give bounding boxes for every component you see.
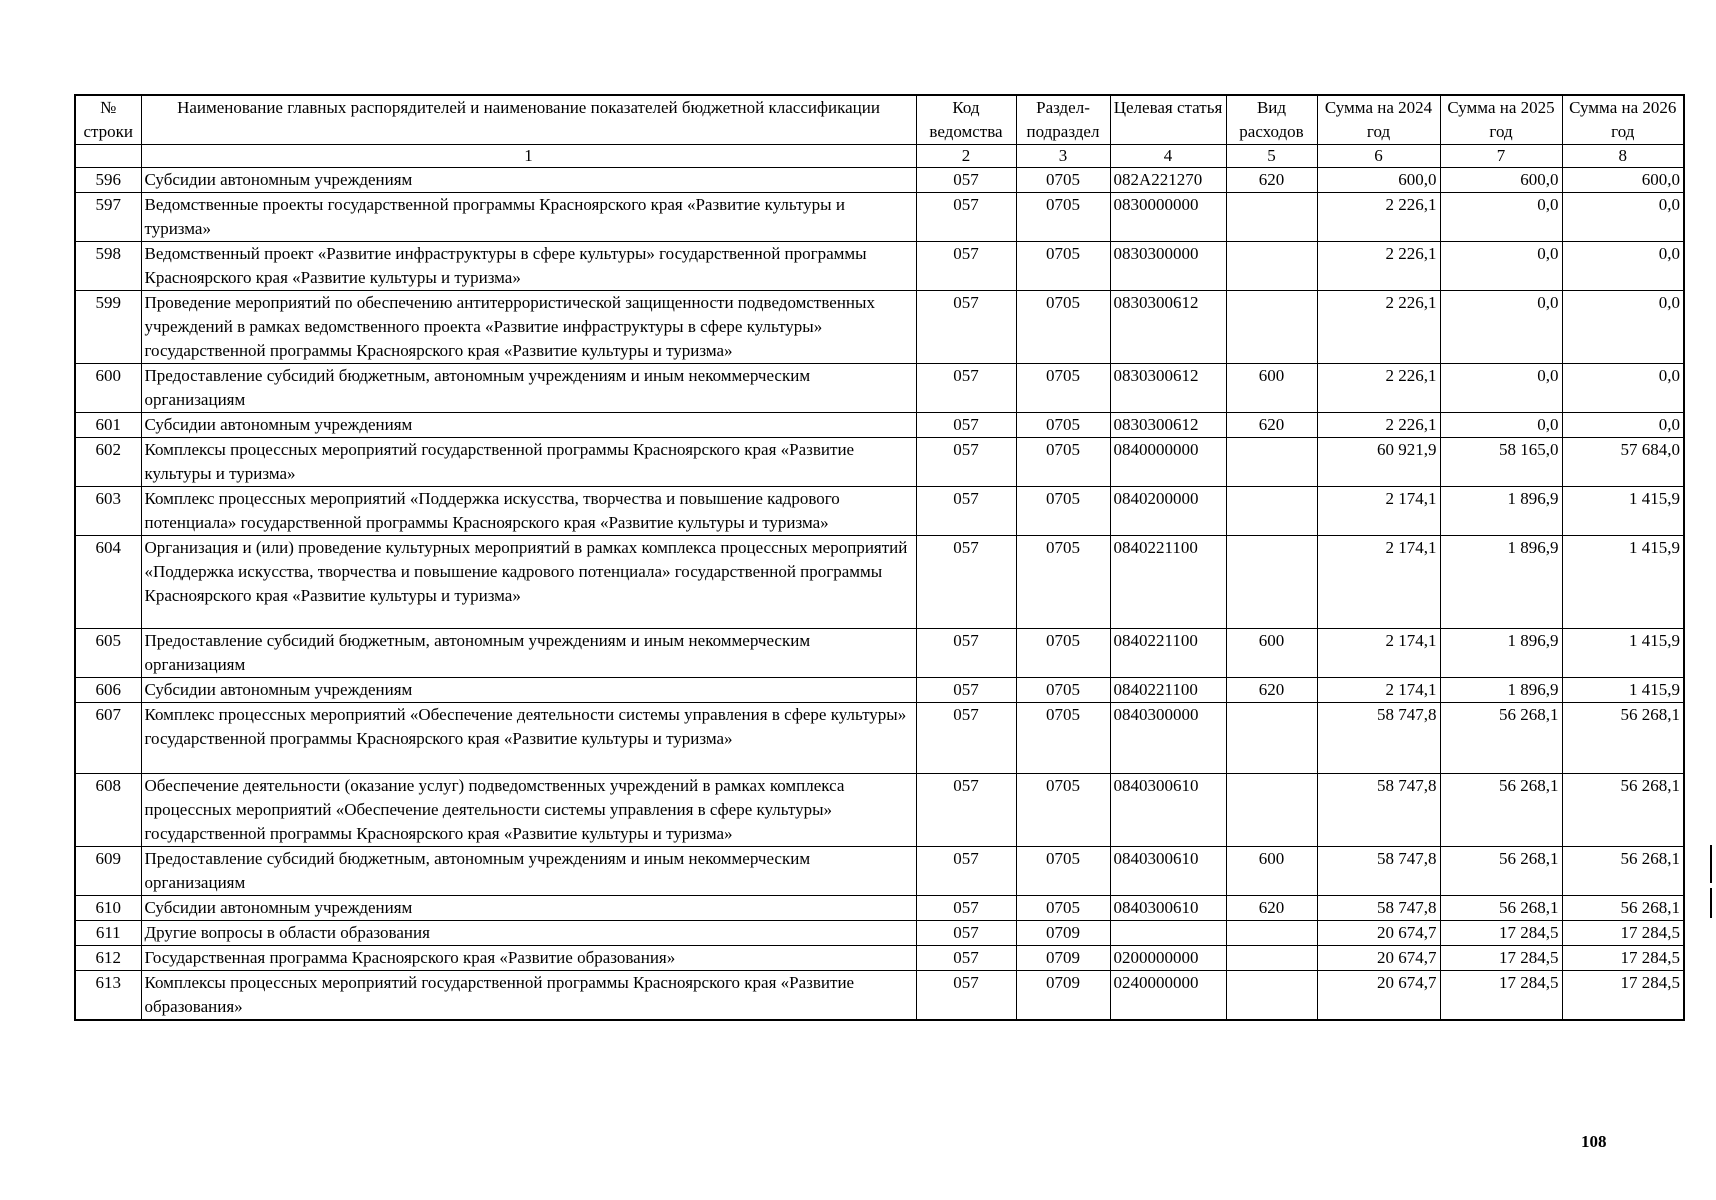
- row-sum-2026: 0,0: [1562, 193, 1684, 242]
- row-sum-2025: 0,0: [1440, 193, 1562, 242]
- row-department-code: 057: [916, 847, 1016, 896]
- row-department-code: 057: [916, 364, 1016, 413]
- header-sum-2026: Сумма на 2026 год: [1562, 95, 1684, 145]
- row-number: 599: [75, 291, 141, 364]
- row-number: 602: [75, 438, 141, 487]
- header-row-number: № строки: [75, 95, 141, 145]
- row-sum-2025: 56 268,1: [1440, 703, 1562, 774]
- row-expense-type: [1226, 946, 1317, 971]
- row-expense-type: [1226, 291, 1317, 364]
- row-section: 0705: [1016, 487, 1110, 536]
- row-expense-type: 620: [1226, 678, 1317, 703]
- table-row: [75, 413, 1684, 438]
- page-number: 108: [1581, 1132, 1607, 1151]
- row-sum-2026: 0,0: [1562, 364, 1684, 413]
- row-department-code: 057: [916, 193, 1016, 242]
- row-target-article: 0830300000: [1110, 242, 1226, 291]
- row-target-article: 0840300610: [1110, 896, 1226, 921]
- column-number: 4: [1110, 145, 1226, 168]
- header-sum-2024: Сумма на 2024 год: [1317, 95, 1440, 145]
- row-sum-2025: 17 284,5: [1440, 971, 1562, 1021]
- row-expense-type: [1226, 242, 1317, 291]
- row-department-code: 057: [916, 168, 1016, 193]
- row-number: 610: [75, 896, 141, 921]
- row-section: 0705: [1016, 291, 1110, 364]
- row-sum-2026: 1 415,9: [1562, 629, 1684, 678]
- row-section: 0705: [1016, 438, 1110, 487]
- row-expense-type: [1226, 487, 1317, 536]
- row-section: 0705: [1016, 242, 1110, 291]
- row-department-code: 057: [916, 971, 1016, 1021]
- margin-mark: [1710, 845, 1712, 883]
- row-number: 611: [75, 921, 141, 946]
- row-target-article: 0830300612: [1110, 413, 1226, 438]
- row-sum-2024: 2 226,1: [1317, 193, 1440, 242]
- row-sum-2024: 20 674,7: [1317, 946, 1440, 971]
- row-section: 0709: [1016, 946, 1110, 971]
- row-department-code: 057: [916, 629, 1016, 678]
- row-section: 0705: [1016, 678, 1110, 703]
- column-number: 2: [916, 145, 1016, 168]
- row-expense-type: 620: [1226, 168, 1317, 193]
- row-name: Комплекс процессных мероприятий «Поддержка искусства, творчества и повышение кадрового потенциала» государственной программы Красноярского края «Развитие культуры и туризма»: [141, 487, 916, 536]
- row-name: Комплексы процессных мероприятий государственной программы Красноярского края «Развитие образования»: [141, 971, 916, 1021]
- table-row: [75, 629, 1684, 678]
- row-department-code: 057: [916, 413, 1016, 438]
- row-section: 0705: [1016, 847, 1110, 896]
- row-sum-2026: 17 284,5: [1562, 921, 1684, 946]
- row-number: 598: [75, 242, 141, 291]
- row-department-code: 057: [916, 946, 1016, 971]
- row-expense-type: [1226, 536, 1317, 629]
- row-department-code: 057: [916, 536, 1016, 629]
- row-expense-type: 600: [1226, 629, 1317, 678]
- table-row: [75, 291, 1684, 364]
- row-section: 0705: [1016, 629, 1110, 678]
- row-name: Проведение мероприятий по обеспечению антитеррористической защищенности подведомственных учреждений в рамках ведомственного проекта «Развитие инфраструктуры в сфере культуры» государственной программы Красноярского края «Развитие культуры и туризма»: [141, 291, 916, 364]
- row-sum-2026: 0,0: [1562, 242, 1684, 291]
- column-number-row: [75, 145, 1684, 168]
- row-target-article: 0830300612: [1110, 364, 1226, 413]
- row-sum-2025: 56 268,1: [1440, 896, 1562, 921]
- row-target-article: 082A221270: [1110, 168, 1226, 193]
- row-department-code: 057: [916, 291, 1016, 364]
- row-sum-2026: 600,0: [1562, 168, 1684, 193]
- row-section: 0705: [1016, 168, 1110, 193]
- row-target-article: 0840300610: [1110, 774, 1226, 847]
- row-expense-type: [1226, 774, 1317, 847]
- budget-document: [74, 94, 1683, 1021]
- table-row: [75, 193, 1684, 242]
- header-sum-2025: Сумма на 2025 год: [1440, 95, 1562, 145]
- row-target-article: 0840000000: [1110, 438, 1226, 487]
- row-sum-2024: 20 674,7: [1317, 921, 1440, 946]
- row-sum-2025: 56 268,1: [1440, 847, 1562, 896]
- row-sum-2024: 60 921,9: [1317, 438, 1440, 487]
- row-target-article: 0840221100: [1110, 678, 1226, 703]
- row-target-article: 0840300610: [1110, 847, 1226, 896]
- row-department-code: 057: [916, 774, 1016, 847]
- row-sum-2024: 2 174,1: [1317, 536, 1440, 629]
- row-name: Обеспечение деятельности (оказание услуг) подведомственных учреждений в рамках комплекса процессных мероприятий «Обеспечение деятельности системы управления в сфере культуры» государственной программы Красноярского края «Развитие культуры и туризма»: [141, 774, 916, 847]
- row-section: 0705: [1016, 774, 1110, 847]
- row-target-article: [1110, 921, 1226, 946]
- table-row: [75, 921, 1684, 946]
- table-row: [75, 678, 1684, 703]
- row-section: 0705: [1016, 703, 1110, 774]
- row-sum-2026: 0,0: [1562, 291, 1684, 364]
- row-sum-2025: 1 896,9: [1440, 678, 1562, 703]
- header-expense-type: Вид расходов: [1226, 95, 1317, 145]
- table-body: [75, 168, 1684, 1021]
- table-row: [75, 971, 1684, 1021]
- row-sum-2025: 0,0: [1440, 242, 1562, 291]
- row-expense-type: [1226, 921, 1317, 946]
- header-row: [75, 95, 1684, 145]
- row-sum-2024: 2 174,1: [1317, 678, 1440, 703]
- row-name: Субсидии автономным учреждениям: [141, 896, 916, 921]
- row-section: 0709: [1016, 921, 1110, 946]
- table-row: [75, 536, 1684, 629]
- row-department-code: 057: [916, 438, 1016, 487]
- table-row: [75, 946, 1684, 971]
- row-name: Ведомственный проект «Развитие инфраструктуры в сфере культуры» государственной программы Красноярского края «Развитие культуры и туризма»: [141, 242, 916, 291]
- table-row: [75, 703, 1684, 774]
- row-expense-type: 600: [1226, 364, 1317, 413]
- row-sum-2025: 1 896,9: [1440, 536, 1562, 629]
- row-sum-2025: 17 284,5: [1440, 946, 1562, 971]
- row-number: 606: [75, 678, 141, 703]
- row-sum-2026: 56 268,1: [1562, 847, 1684, 896]
- row-sum-2025: 1 896,9: [1440, 629, 1562, 678]
- row-sum-2026: 56 268,1: [1562, 896, 1684, 921]
- row-target-article: 0840221100: [1110, 629, 1226, 678]
- header-section: Раздел-подраздел: [1016, 95, 1110, 145]
- row-number: 607: [75, 703, 141, 774]
- row-target-article: 0840221100: [1110, 536, 1226, 629]
- row-section: 0705: [1016, 896, 1110, 921]
- row-sum-2026: 17 284,5: [1562, 971, 1684, 1021]
- row-number: 603: [75, 487, 141, 536]
- row-target-article: 0840300000: [1110, 703, 1226, 774]
- column-number: 8: [1562, 145, 1684, 168]
- row-name: Государственная программа Красноярского края «Развитие образования»: [141, 946, 916, 971]
- column-number: 5: [1226, 145, 1317, 168]
- header-target-article: Целевая статья: [1110, 95, 1226, 145]
- row-expense-type: [1226, 971, 1317, 1021]
- row-name: Комплекс процессных мероприятий «Обеспечение деятельности системы управления в сфере культуры» государственной программы Красноярского края «Развитие культуры и туризма»: [141, 703, 916, 774]
- row-name: Предоставление субсидий бюджетным, автономным учреждениям и иным некоммерческим организациям: [141, 847, 916, 896]
- row-sum-2025: 600,0: [1440, 168, 1562, 193]
- row-section: 0705: [1016, 536, 1110, 629]
- row-name: Предоставление субсидий бюджетным, автономным учреждениям и иным некоммерческим организациям: [141, 629, 916, 678]
- row-number: 609: [75, 847, 141, 896]
- row-sum-2026: 1 415,9: [1562, 678, 1684, 703]
- row-sum-2026: 56 268,1: [1562, 774, 1684, 847]
- row-department-code: 057: [916, 703, 1016, 774]
- row-target-article: 0830000000: [1110, 193, 1226, 242]
- row-sum-2026: 1 415,9: [1562, 536, 1684, 629]
- row-expense-type: [1226, 193, 1317, 242]
- row-sum-2024: 2 174,1: [1317, 487, 1440, 536]
- row-name: Субсидии автономным учреждениям: [141, 168, 916, 193]
- row-department-code: 057: [916, 242, 1016, 291]
- row-section: 0705: [1016, 364, 1110, 413]
- row-target-article: 0840200000: [1110, 487, 1226, 536]
- row-name: Предоставление субсидий бюджетным, автономным учреждениям и иным некоммерческим организациям: [141, 364, 916, 413]
- row-sum-2024: 58 747,8: [1317, 774, 1440, 847]
- row-expense-type: 620: [1226, 413, 1317, 438]
- row-target-article: 0240000000: [1110, 971, 1226, 1021]
- row-department-code: 057: [916, 487, 1016, 536]
- header-department-code: Код ведомства: [916, 95, 1016, 145]
- column-number: [75, 145, 141, 168]
- row-sum-2026: 57 684,0: [1562, 438, 1684, 487]
- column-number: 1: [141, 145, 916, 168]
- row-target-article: 0830300612: [1110, 291, 1226, 364]
- row-department-code: 057: [916, 678, 1016, 703]
- row-sum-2024: 2 226,1: [1317, 364, 1440, 413]
- row-sum-2026: 0,0: [1562, 413, 1684, 438]
- column-number: 7: [1440, 145, 1562, 168]
- row-expense-type: [1226, 438, 1317, 487]
- row-sum-2024: 2 174,1: [1317, 629, 1440, 678]
- table-row: [75, 774, 1684, 847]
- row-sum-2024: 58 747,8: [1317, 703, 1440, 774]
- row-expense-type: 600: [1226, 847, 1317, 896]
- row-name: Субсидии автономным учреждениям: [141, 413, 916, 438]
- column-number: 3: [1016, 145, 1110, 168]
- row-expense-type: 620: [1226, 896, 1317, 921]
- row-number: 608: [75, 774, 141, 847]
- table-row: [75, 896, 1684, 921]
- row-department-code: 057: [916, 921, 1016, 946]
- row-section: 0705: [1016, 193, 1110, 242]
- row-number: 601: [75, 413, 141, 438]
- row-number: 604: [75, 536, 141, 629]
- row-department-code: 057: [916, 896, 1016, 921]
- row-expense-type: [1226, 703, 1317, 774]
- row-sum-2025: 56 268,1: [1440, 774, 1562, 847]
- row-sum-2025: 58 165,0: [1440, 438, 1562, 487]
- row-sum-2024: 2 226,1: [1317, 242, 1440, 291]
- row-sum-2024: 58 747,8: [1317, 847, 1440, 896]
- row-sum-2024: 58 747,8: [1317, 896, 1440, 921]
- row-sum-2025: 17 284,5: [1440, 921, 1562, 946]
- row-sum-2024: 600,0: [1317, 168, 1440, 193]
- row-section: 0709: [1016, 971, 1110, 1021]
- row-sum-2025: 0,0: [1440, 364, 1562, 413]
- header-name: Наименование главных распорядителей и наименование показателей бюджетной классификации: [141, 95, 916, 145]
- row-sum-2026: 56 268,1: [1562, 703, 1684, 774]
- row-target-article: 0200000000: [1110, 946, 1226, 971]
- row-name: Организация и (или) проведение культурных мероприятий в рамках комплекса процессных мероприятий «Поддержка искусства, творчества и повышение кадрового потенциала» государственной программы Красноярского края «Развитие культуры и туризма»: [141, 536, 916, 629]
- row-number: 597: [75, 193, 141, 242]
- row-section: 0705: [1016, 413, 1110, 438]
- margin-mark: [1710, 888, 1712, 918]
- row-number: 596: [75, 168, 141, 193]
- row-name: Ведомственные проекты государственной программы Красноярского края «Развитие культуры и туризма»: [141, 193, 916, 242]
- table-row: [75, 242, 1684, 291]
- table-row: [75, 168, 1684, 193]
- row-sum-2024: 20 674,7: [1317, 971, 1440, 1021]
- row-sum-2025: 0,0: [1440, 413, 1562, 438]
- row-name: Другие вопросы в области образования: [141, 921, 916, 946]
- row-number: 600: [75, 364, 141, 413]
- table-row: [75, 438, 1684, 487]
- table-row: [75, 364, 1684, 413]
- row-sum-2024: 2 226,1: [1317, 413, 1440, 438]
- row-sum-2026: 1 415,9: [1562, 487, 1684, 536]
- table-row: [75, 847, 1684, 896]
- column-number: 6: [1317, 145, 1440, 168]
- row-sum-2024: 2 226,1: [1317, 291, 1440, 364]
- budget-table: [74, 94, 1685, 1021]
- row-name: Субсидии автономным учреждениям: [141, 678, 916, 703]
- row-number: 612: [75, 946, 141, 971]
- table-row: [75, 487, 1684, 536]
- row-name: Комплексы процессных мероприятий государственной программы Красноярского края «Развитие культуры и туризма»: [141, 438, 916, 487]
- row-number: 613: [75, 971, 141, 1021]
- row-number: 605: [75, 629, 141, 678]
- row-sum-2025: 0,0: [1440, 291, 1562, 364]
- row-sum-2026: 17 284,5: [1562, 946, 1684, 971]
- row-sum-2025: 1 896,9: [1440, 487, 1562, 536]
